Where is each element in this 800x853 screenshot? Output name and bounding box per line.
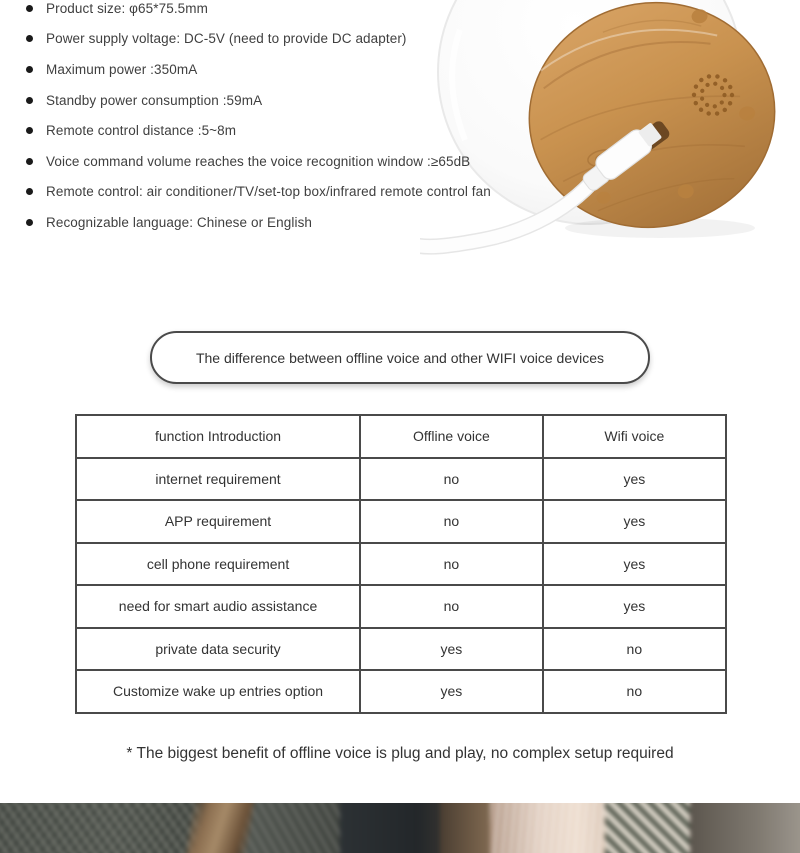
cell-wifi-value: no [543,628,726,671]
header-function-introduction: function Introduction [76,415,360,458]
table-row [76,543,726,586]
bullet-icon [26,97,33,104]
spec-text: Remote control distance :5~8m [46,123,237,139]
photo-knit-mid [240,803,350,853]
spec-item [26,177,496,208]
spec-text: Standby power consumption :59mA [46,92,263,108]
spec-text: Voice command volume reaches the voice recognition window :≥65dB [46,153,471,169]
section-banner-title: The difference between offline voice and other WIFI voice devices [195,349,605,366]
spec-item [26,146,496,177]
table-header-row [76,415,726,458]
spec-text: Power supply voltage: DC-5V (need to provide DC adapter) [46,31,407,47]
lifestyle-photo-blur [0,803,800,853]
photo-dark-gap [340,803,450,853]
cell-wifi-value: yes [543,458,726,501]
bullet-icon [26,127,33,134]
cell-offline-value: yes [360,628,543,671]
cell-offline-value: yes [360,670,543,713]
spec-item [26,54,496,85]
spec-text: Product size: φ65*75.5mm [46,0,208,16]
cell-function: internet requirement [76,458,360,501]
header-wifi-voice: Wifi voice [543,415,726,458]
spec-item [26,85,496,116]
table-row [76,458,726,501]
bullet-icon [26,188,33,195]
table-row [76,628,726,671]
photo-hair-blonde [490,803,615,853]
comparison-table [75,414,727,714]
cell-function: APP requirement [76,500,360,543]
cell-function: cell phone requirement [76,543,360,586]
spec-text: Recognizable language: Chinese or English [46,214,313,230]
footnote: * The biggest benefit of offline voice is plug and play, no complex setup required [126,745,674,762]
cell-function: need for smart audio assistance [76,585,360,628]
spec-list [26,0,496,238]
bullet-icon [26,219,33,226]
spec-text: Remote control: air conditioner/TV/set-top box/infrared remote control fan [46,184,491,200]
cell-wifi-value: yes [543,543,726,586]
cell-wifi-value: no [543,670,726,713]
spec-item [26,207,496,238]
bullet-icon [26,158,33,165]
spec-item [26,0,496,24]
photo-hair-strand [185,803,255,853]
table-row [76,500,726,543]
photo-fade-right [690,803,800,853]
bullet-icon [26,66,33,73]
spec-item [26,24,496,55]
cell-offline-value: no [360,543,543,586]
table-row [76,585,726,628]
spec-item [26,115,496,146]
header-offline-voice: Offline voice [360,415,543,458]
cell-wifi-value: yes [543,500,726,543]
cell-offline-value: no [360,500,543,543]
photo-knit-light [605,803,700,853]
bullet-icon [26,35,33,42]
table-row [76,670,726,713]
lifestyle-photo [0,803,800,853]
cell-function: private data security [76,628,360,671]
spec-text: Maximum power :350mA [46,61,198,77]
photo-knit-left [0,803,200,853]
cell-offline-value: no [360,458,543,501]
cell-function: Customize wake up entries option [76,670,360,713]
section-banner [150,331,650,384]
cell-wifi-value: yes [543,585,726,628]
cell-offline-value: no [360,585,543,628]
bullet-icon [26,5,33,12]
